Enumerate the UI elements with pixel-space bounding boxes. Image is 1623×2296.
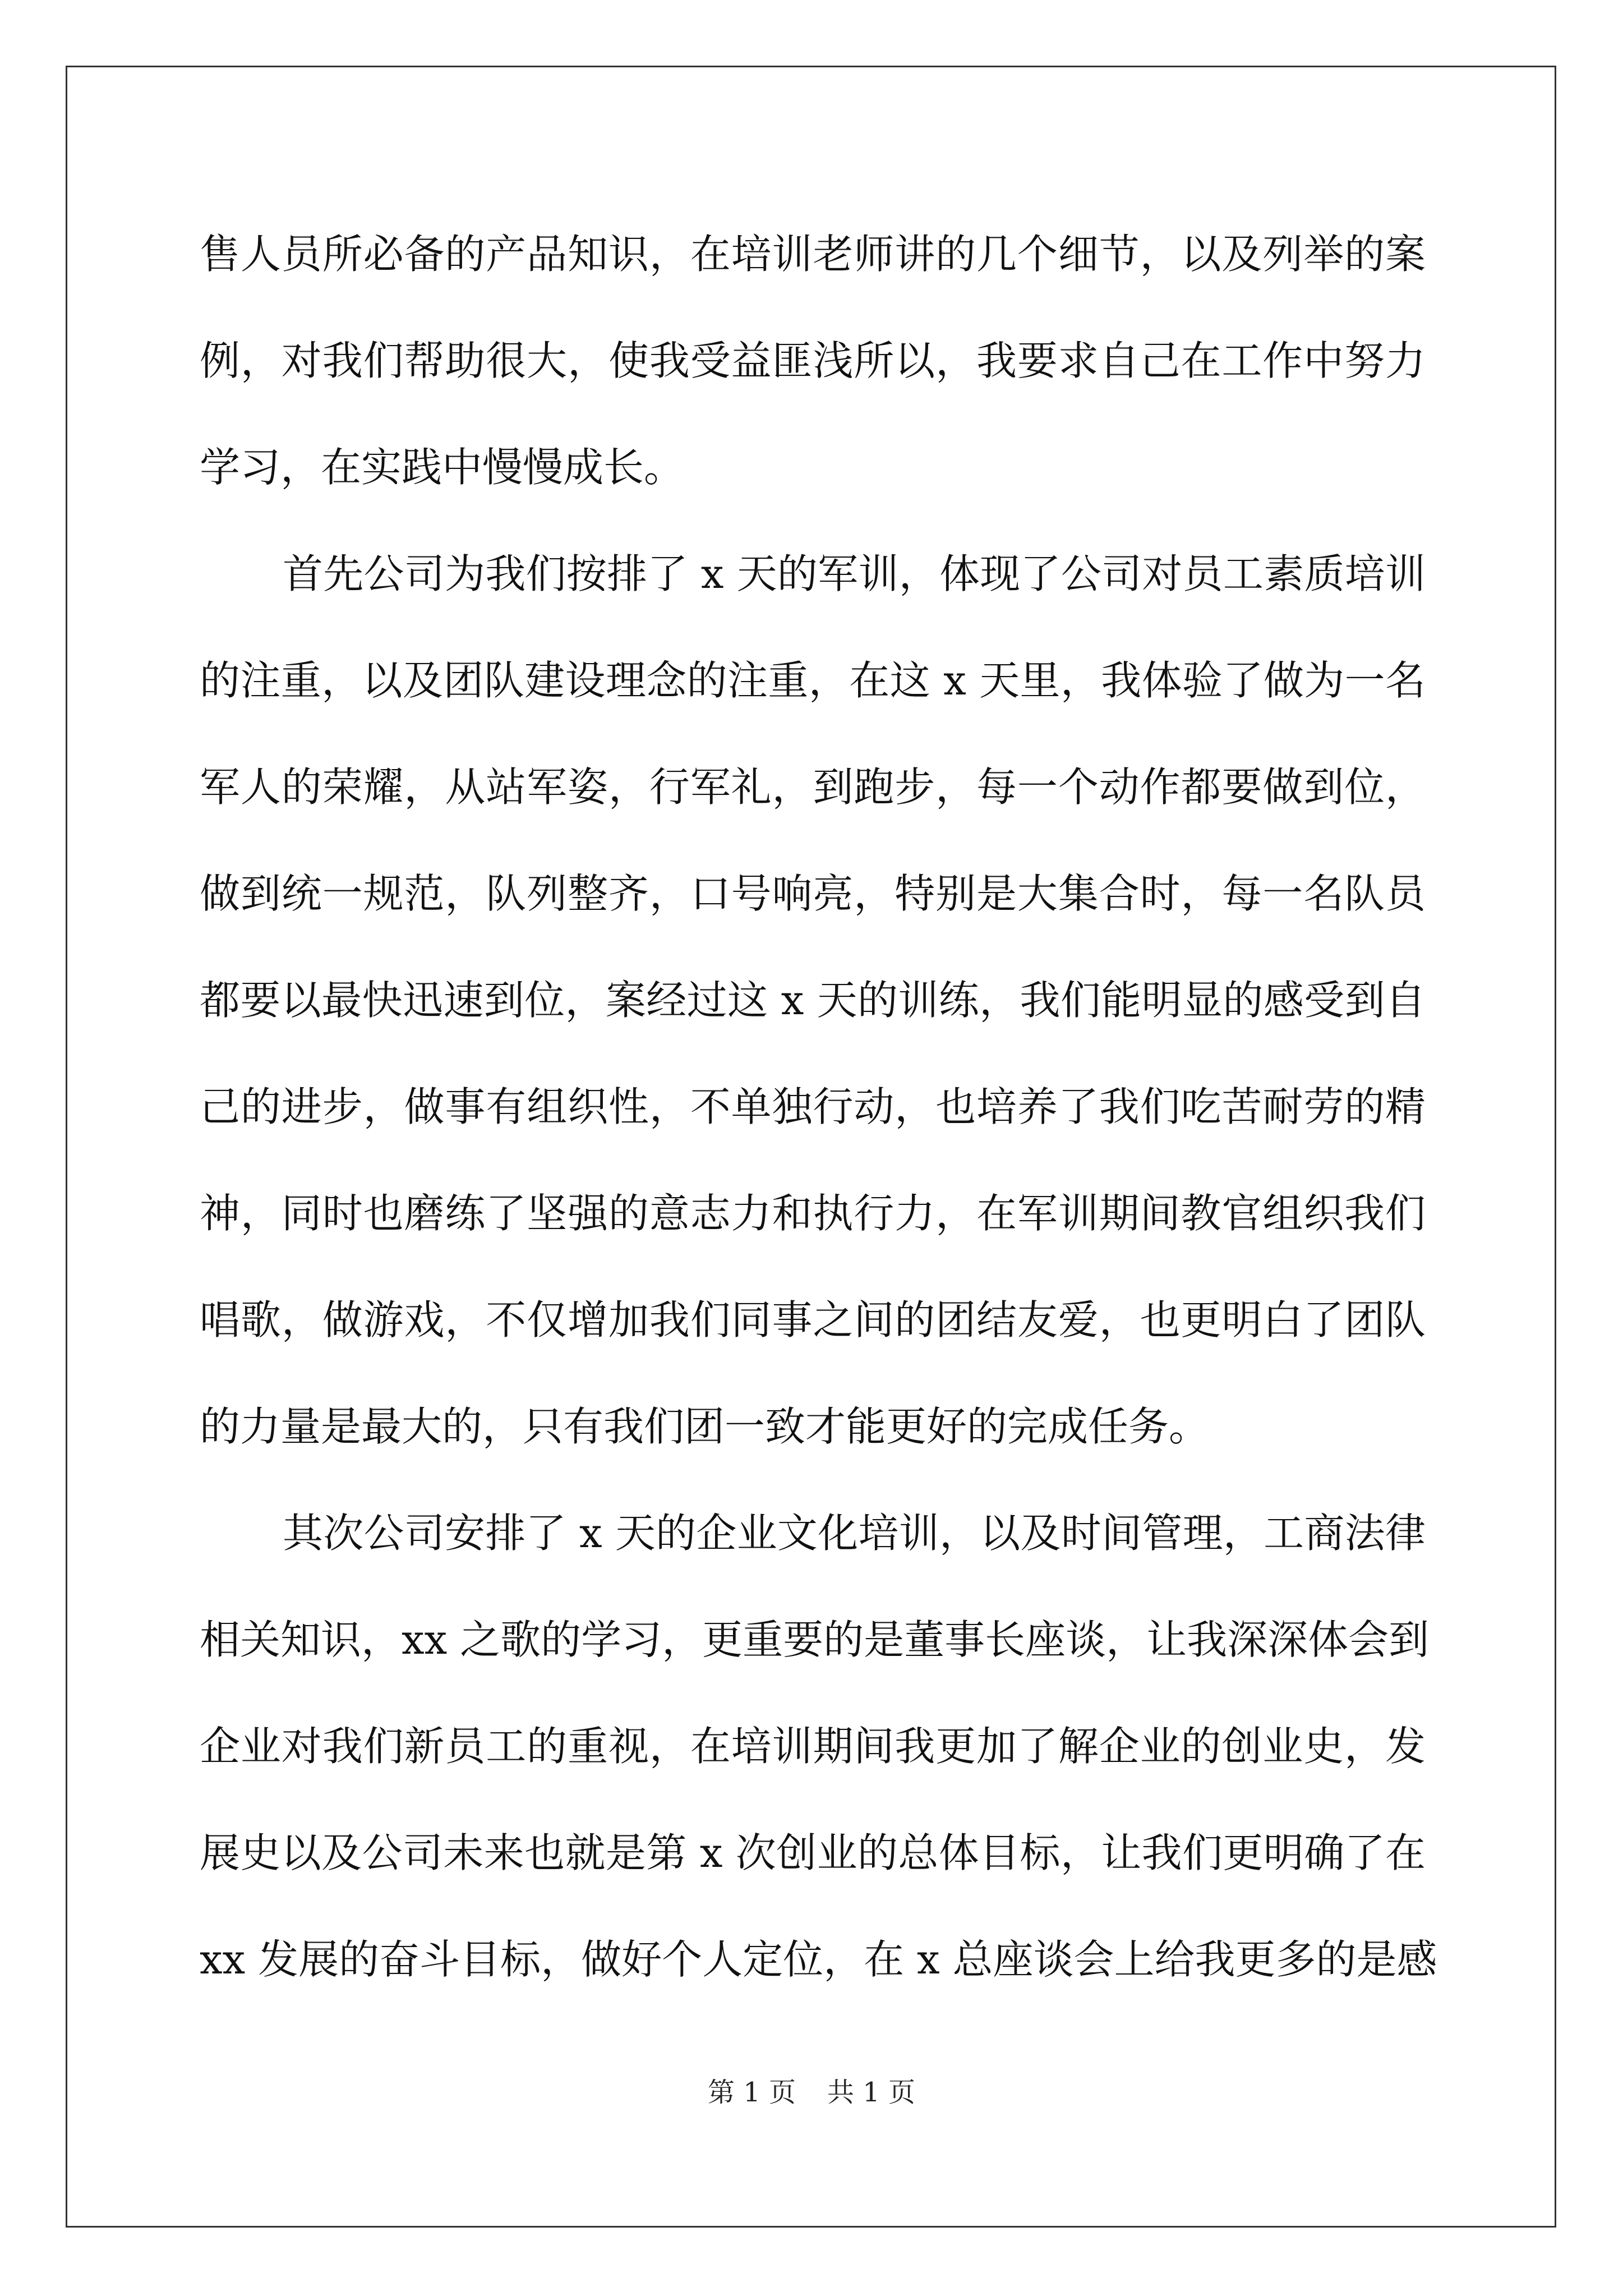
text-line: 的力量是最大的，只有我们团一致才能更好的完成任务。 (200, 1403, 1210, 1450)
text-line: 唱歌，做游戏，不仅增加我们同事之间的团结友爱，也更明白了团队 (200, 1296, 1426, 1343)
text-line: xx 发展的奋斗目标，做好个人定位，在 x 总座谈会上给我更多的是感 (200, 1936, 1437, 1983)
page-footer (0, 2076, 1623, 2109)
text-line: 相关知识，xx 之歌的学习，更重要的是董事长座谈，让我深深体会到 (200, 1616, 1430, 1663)
page-total: 共 1 页 (827, 2077, 916, 2108)
text-line: 企业对我们新员工的重视，在培训期间我更加了解企业的创业史，发 (200, 1723, 1426, 1770)
text-line: 己的进步，做事有组织性，不单独行动，也培养了我们吃苦耐劳的精 (200, 1083, 1426, 1130)
document-body (200, 201, 1437, 2013)
text-line: 的注重，以及团队建设理念的注重，在这 x 天里，我体验了做为一名 (200, 657, 1426, 704)
text-line: 神，同时也磨练了坚强的意志力和执行力，在军训期间教官组织我们 (200, 1190, 1426, 1237)
text-line: 例，对我们帮助很大，使我受益匪浅所以，我要求自己在工作中努力 (200, 337, 1426, 384)
text-line: 首先公司为我们按排了 x 天的军训，体现了公司对员工素质培训 (283, 550, 1426, 597)
text-line: 军人的荣耀，从站军姿，行军礼，到跑步，每一个动作都要做到位， (200, 763, 1426, 811)
page-number: 第 1 页 (707, 2077, 796, 2108)
text-line: 都要以最快迅速到位，案经过这 x 天的训练，我们能明显的感受到自 (200, 977, 1426, 1024)
text-line: 学习，在实践中慢慢成长。 (200, 444, 685, 491)
text-line: 售人员所必备的产品知识，在培训老师讲的几个细节，以及列举的案 (200, 231, 1426, 278)
text-line: 展史以及公司未来也就是第 x 次创业的总体目标，让我们更明确了在 (200, 1829, 1426, 1876)
text-line: 其次公司安排了 x 天的企业文化培训，以及时间管理，工商法律 (283, 1510, 1426, 1557)
text-line: 做到统一规范，队列整齐，口号响亮，特别是大集合时，每一名队员 (200, 870, 1426, 917)
